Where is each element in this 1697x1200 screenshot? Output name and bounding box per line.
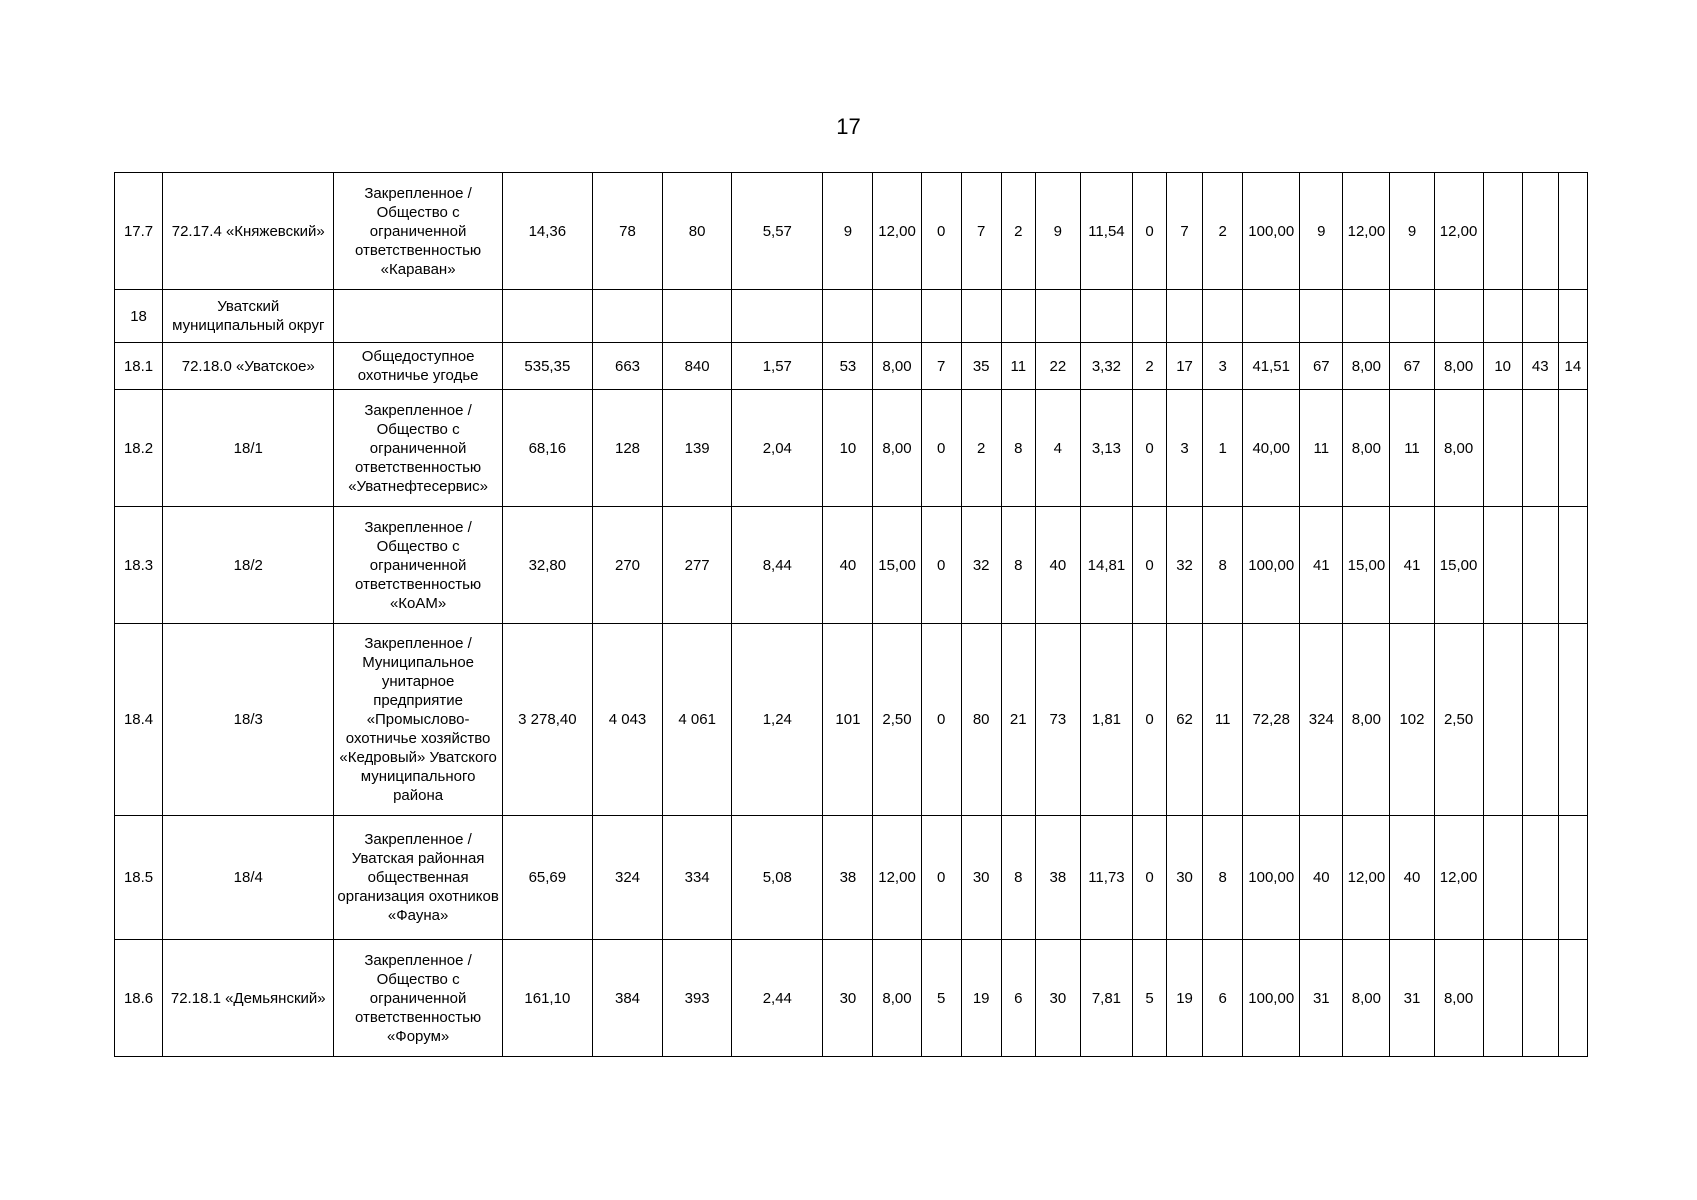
table-cell: 0 bbox=[1132, 507, 1166, 624]
table-cell: 32 bbox=[1167, 507, 1203, 624]
table-cell: 10 bbox=[1483, 343, 1522, 390]
table-cell bbox=[334, 290, 502, 343]
table-row bbox=[115, 507, 1588, 624]
table-cell: 5,57 bbox=[732, 173, 823, 290]
table-cell: 2 bbox=[961, 390, 1001, 507]
table-cell: 22 bbox=[1035, 343, 1080, 390]
table-row bbox=[115, 390, 1588, 507]
table-cell: 4 043 bbox=[592, 624, 662, 816]
table-cell: 12,00 bbox=[873, 816, 921, 940]
table-cell: 100,00 bbox=[1243, 507, 1300, 624]
table-cell: 41 bbox=[1300, 507, 1343, 624]
table-cell: 73 bbox=[1035, 624, 1080, 816]
table-cell: 30 bbox=[1035, 940, 1080, 1057]
table-cell: 40 bbox=[1300, 816, 1343, 940]
table-cell: 535,35 bbox=[502, 343, 592, 390]
table-cell bbox=[961, 290, 1001, 343]
table-cell: 15,00 bbox=[873, 507, 921, 624]
table-cell: 14 bbox=[1558, 343, 1587, 390]
table-cell: Закрепленное / Общество с ограниченной ответственностью «Караван» bbox=[334, 173, 502, 290]
table-cell: 17 bbox=[1167, 343, 1203, 390]
table-cell: 72.18.1 «Демьянский» bbox=[163, 940, 334, 1057]
table-cell: Закрепленное / Муниципальное унитарное предприятие «Промыслово-охотничье хозяйство «Кедровый» Уватского муниципального района bbox=[334, 624, 502, 816]
table-cell: 41,51 bbox=[1243, 343, 1300, 390]
table-cell: 38 bbox=[823, 816, 873, 940]
table-row bbox=[115, 940, 1588, 1057]
table-cell: 19 bbox=[1167, 940, 1203, 1057]
table-cell bbox=[1483, 290, 1522, 343]
table-cell: 18.5 bbox=[115, 816, 163, 940]
table-cell: Закрепленное / Общество с ограниченной ответственностью «КоАМ» bbox=[334, 507, 502, 624]
table-cell: 3 bbox=[1167, 390, 1203, 507]
table-cell: 393 bbox=[663, 940, 732, 1057]
table-cell bbox=[1390, 290, 1434, 343]
table-cell: 8,00 bbox=[1343, 390, 1390, 507]
table-cell bbox=[1483, 507, 1522, 624]
table-cell: 2,44 bbox=[732, 940, 823, 1057]
table-cell bbox=[1001, 290, 1035, 343]
table-cell: Закрепленное / Общество с ограниченной ответственностью «Уватнефтесервис» bbox=[334, 390, 502, 507]
table-cell bbox=[1522, 173, 1558, 290]
table-row bbox=[115, 816, 1588, 940]
table-cell bbox=[1558, 940, 1587, 1057]
table-cell: 15,00 bbox=[1434, 507, 1483, 624]
page-number: 17 bbox=[836, 114, 861, 139]
table-cell bbox=[1167, 290, 1203, 343]
table-cell bbox=[732, 290, 823, 343]
table-cell: 12,00 bbox=[1343, 173, 1390, 290]
table-cell: 72.18.0 «Уватское» bbox=[163, 343, 334, 390]
table-cell: 5,08 bbox=[732, 816, 823, 940]
table-cell: 21 bbox=[1001, 624, 1035, 816]
table-cell bbox=[1558, 816, 1587, 940]
table-cell: 3,32 bbox=[1080, 343, 1132, 390]
table-cell: 72,28 bbox=[1243, 624, 1300, 816]
table-cell bbox=[1483, 173, 1522, 290]
table-cell: Уватский муниципальный округ bbox=[163, 290, 334, 343]
table-cell: 161,10 bbox=[502, 940, 592, 1057]
table-cell bbox=[1522, 390, 1558, 507]
table-cell: 8,00 bbox=[1434, 343, 1483, 390]
table-cell bbox=[1522, 816, 1558, 940]
table-cell: 12,00 bbox=[1343, 816, 1390, 940]
table-cell: 67 bbox=[1390, 343, 1434, 390]
table-cell bbox=[502, 290, 592, 343]
table-cell: Закрепленное / Общество с ограниченной ответственностью «Форум» bbox=[334, 940, 502, 1057]
table-cell: 32,80 bbox=[502, 507, 592, 624]
table-cell: 324 bbox=[1300, 624, 1343, 816]
table-cell bbox=[1522, 290, 1558, 343]
table-cell: 65,69 bbox=[502, 816, 592, 940]
table-cell bbox=[1483, 940, 1522, 1057]
table-cell: 30 bbox=[1167, 816, 1203, 940]
table-cell: 6 bbox=[1203, 940, 1243, 1057]
table-cell: 11 bbox=[1390, 390, 1434, 507]
table-cell: 12,00 bbox=[873, 173, 921, 290]
table-cell: 7 bbox=[1167, 173, 1203, 290]
table-cell: 128 bbox=[592, 390, 662, 507]
table-cell: 2,04 bbox=[732, 390, 823, 507]
table-cell: 840 bbox=[663, 343, 732, 390]
table-cell: 4 061 bbox=[663, 624, 732, 816]
table-cell: 3 278,40 bbox=[502, 624, 592, 816]
table-cell: 40 bbox=[1390, 816, 1434, 940]
table-cell bbox=[1483, 816, 1522, 940]
table-cell: 8,00 bbox=[1343, 624, 1390, 816]
table-cell bbox=[663, 290, 732, 343]
table-cell bbox=[1203, 290, 1243, 343]
table-cell: 78 bbox=[592, 173, 662, 290]
table-cell: 0 bbox=[1132, 624, 1166, 816]
table-cell bbox=[592, 290, 662, 343]
table-cell: 12,00 bbox=[1434, 816, 1483, 940]
table-cell: 101 bbox=[823, 624, 873, 816]
table-cell bbox=[1522, 624, 1558, 816]
table-cell: 8 bbox=[1203, 507, 1243, 624]
table-cell: 2 bbox=[1203, 173, 1243, 290]
table-cell: 100,00 bbox=[1243, 173, 1300, 290]
table-cell: 41 bbox=[1390, 507, 1434, 624]
table-cell: 8 bbox=[1001, 816, 1035, 940]
table-cell: 0 bbox=[1132, 390, 1166, 507]
table-cell: 9 bbox=[823, 173, 873, 290]
table-cell: 31 bbox=[1390, 940, 1434, 1057]
table-cell: 663 bbox=[592, 343, 662, 390]
table-cell: 1,81 bbox=[1080, 624, 1132, 816]
table-cell bbox=[1035, 290, 1080, 343]
table-cell: 0 bbox=[921, 173, 961, 290]
table-cell: 14,36 bbox=[502, 173, 592, 290]
table-cell bbox=[1522, 940, 1558, 1057]
table-cell: 7,81 bbox=[1080, 940, 1132, 1057]
table-cell: 0 bbox=[921, 390, 961, 507]
table-cell: 8 bbox=[1001, 390, 1035, 507]
table-cell: 5 bbox=[921, 940, 961, 1057]
table-cell: 30 bbox=[823, 940, 873, 1057]
table-cell: 9 bbox=[1390, 173, 1434, 290]
hunting-grounds-table bbox=[114, 172, 1588, 1057]
table-row bbox=[115, 173, 1588, 290]
table-cell bbox=[1132, 290, 1166, 343]
table-cell: 43 bbox=[1522, 343, 1558, 390]
table-cell: 40,00 bbox=[1243, 390, 1300, 507]
table-cell: 17.7 bbox=[115, 173, 163, 290]
table-cell: 18.6 bbox=[115, 940, 163, 1057]
table-row bbox=[115, 343, 1588, 390]
table-cell: 5 bbox=[1132, 940, 1166, 1057]
table-cell: 0 bbox=[921, 816, 961, 940]
table-cell bbox=[1243, 290, 1300, 343]
table-cell: 102 bbox=[1390, 624, 1434, 816]
table-cell: 270 bbox=[592, 507, 662, 624]
table-cell: 18/1 bbox=[163, 390, 334, 507]
table-cell: 8 bbox=[1001, 507, 1035, 624]
table-cell: 30 bbox=[961, 816, 1001, 940]
table-cell: 1,24 bbox=[732, 624, 823, 816]
table-cell: 384 bbox=[592, 940, 662, 1057]
table-cell bbox=[1558, 390, 1587, 507]
table-cell: 40 bbox=[1035, 507, 1080, 624]
table-cell: 18.1 bbox=[115, 343, 163, 390]
table-cell: 67 bbox=[1300, 343, 1343, 390]
table-row bbox=[115, 290, 1588, 343]
table-cell: 6 bbox=[1001, 940, 1035, 1057]
table-cell: 12,00 bbox=[1434, 173, 1483, 290]
table-cell: 11 bbox=[1300, 390, 1343, 507]
table-cell bbox=[1300, 290, 1343, 343]
table-cell: Закрепленное / Уватская районная общественная организация охотников «Фауна» bbox=[334, 816, 502, 940]
table-cell: 8,00 bbox=[873, 940, 921, 1057]
table-cell: 0 bbox=[921, 507, 961, 624]
table-cell: 7 bbox=[961, 173, 1001, 290]
table-cell: 53 bbox=[823, 343, 873, 390]
table-cell: 9 bbox=[1035, 173, 1080, 290]
table-cell: 80 bbox=[961, 624, 1001, 816]
table-cell: 7 bbox=[921, 343, 961, 390]
table-cell: 18.4 bbox=[115, 624, 163, 816]
table-cell: 8,00 bbox=[873, 343, 921, 390]
table-cell: 8,00 bbox=[1343, 940, 1390, 1057]
table-cell: 38 bbox=[1035, 816, 1080, 940]
table-cell bbox=[1558, 173, 1587, 290]
table-cell: 3,13 bbox=[1080, 390, 1132, 507]
table-cell: 72.17.4 «Княжевский» bbox=[163, 173, 334, 290]
table-cell: 2,50 bbox=[1434, 624, 1483, 816]
table-cell: 68,16 bbox=[502, 390, 592, 507]
table-cell: 18/2 bbox=[163, 507, 334, 624]
table-cell bbox=[1522, 507, 1558, 624]
table-cell bbox=[1558, 507, 1587, 624]
table-cell: 32 bbox=[961, 507, 1001, 624]
table-cell: 0 bbox=[921, 624, 961, 816]
table-cell: 8,00 bbox=[1434, 940, 1483, 1057]
table-cell: 11,54 bbox=[1080, 173, 1132, 290]
table-cell: 334 bbox=[663, 816, 732, 940]
table-cell: 35 bbox=[961, 343, 1001, 390]
table-cell: 324 bbox=[592, 816, 662, 940]
table-cell: 100,00 bbox=[1243, 816, 1300, 940]
table-cell: 2 bbox=[1132, 343, 1166, 390]
table-cell: 8 bbox=[1203, 816, 1243, 940]
table-cell bbox=[1558, 624, 1587, 816]
table-cell: 8,00 bbox=[1434, 390, 1483, 507]
table-cell: 2 bbox=[1001, 173, 1035, 290]
table-cell: 277 bbox=[663, 507, 732, 624]
table-cell: 0 bbox=[1132, 816, 1166, 940]
table-cell: 2,50 bbox=[873, 624, 921, 816]
table-cell: 100,00 bbox=[1243, 940, 1300, 1057]
table-cell: 80 bbox=[663, 173, 732, 290]
table-cell: 18.2 bbox=[115, 390, 163, 507]
table-cell: 139 bbox=[663, 390, 732, 507]
table-cell: 8,00 bbox=[1343, 343, 1390, 390]
table-cell: 8,00 bbox=[873, 390, 921, 507]
table-cell: 18.3 bbox=[115, 507, 163, 624]
table-cell bbox=[1080, 290, 1132, 343]
table-body bbox=[115, 173, 1588, 1057]
table-row bbox=[115, 624, 1588, 816]
table-cell: 0 bbox=[1132, 173, 1166, 290]
table-cell: 18 bbox=[115, 290, 163, 343]
table-cell: Общедоступное охотничье угодье bbox=[334, 343, 502, 390]
table-cell: 10 bbox=[823, 390, 873, 507]
table-cell bbox=[1343, 290, 1390, 343]
table-cell bbox=[1558, 290, 1587, 343]
table-cell bbox=[823, 290, 873, 343]
table-cell: 1 bbox=[1203, 390, 1243, 507]
table-cell: 18/3 bbox=[163, 624, 334, 816]
table-cell: 11,73 bbox=[1080, 816, 1132, 940]
table-cell: 31 bbox=[1300, 940, 1343, 1057]
table-cell bbox=[873, 290, 921, 343]
table-cell: 15,00 bbox=[1343, 507, 1390, 624]
table-cell: 62 bbox=[1167, 624, 1203, 816]
table-cell: 11 bbox=[1203, 624, 1243, 816]
table-cell bbox=[1434, 290, 1483, 343]
table-cell bbox=[1483, 390, 1522, 507]
table-cell: 14,81 bbox=[1080, 507, 1132, 624]
table-cell: 9 bbox=[1300, 173, 1343, 290]
table-cell: 1,57 bbox=[732, 343, 823, 390]
table-cell: 4 bbox=[1035, 390, 1080, 507]
table-cell: 19 bbox=[961, 940, 1001, 1057]
table-cell bbox=[921, 290, 961, 343]
table-cell: 11 bbox=[1001, 343, 1035, 390]
table-cell bbox=[1483, 624, 1522, 816]
table-cell: 18/4 bbox=[163, 816, 334, 940]
table-cell: 40 bbox=[823, 507, 873, 624]
table-cell: 8,44 bbox=[732, 507, 823, 624]
table-cell: 3 bbox=[1203, 343, 1243, 390]
